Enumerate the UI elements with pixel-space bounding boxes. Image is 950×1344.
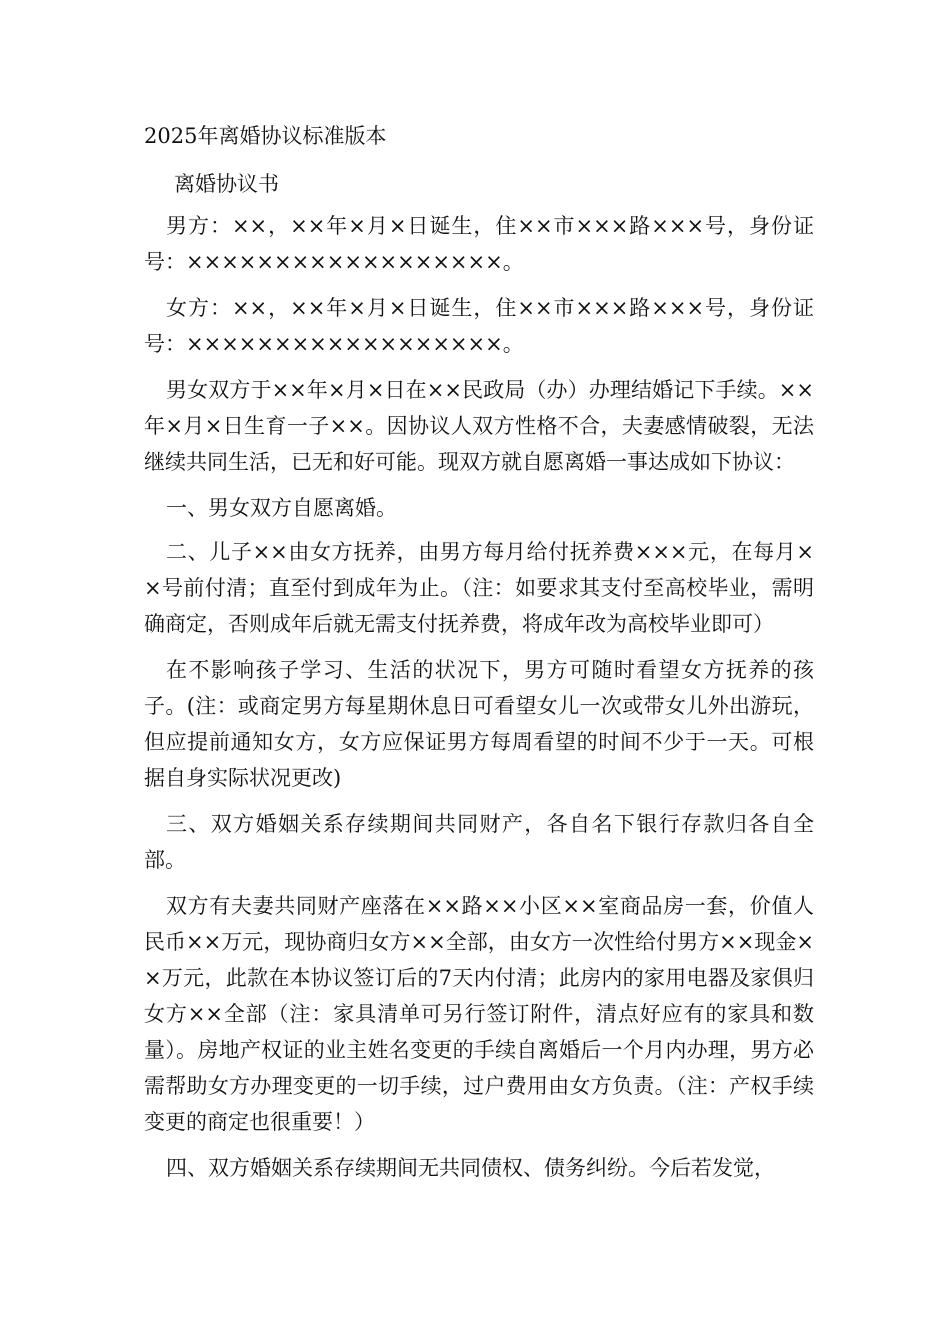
paragraph-male-party: 男方：××，××年×月×日诞生，住××市×××路×××号，身份证号：××××××××××××××××××。 [144,214,814,274]
paragraph-clause-4: 四、双方婚姻关系存续期间无共同债权、债务纠纷。今后若发觉， [166,1156,775,1180]
paragraph-clause-3: 三、双方婚姻关系存续期间共同财产，各自名下银行存款归各自全部。 [144,812,814,872]
document-subtitle: 离婚协议书 [174,172,279,196]
document-title: 2025年离婚协议标准版本 [144,124,387,148]
paragraph-visitation: 在不影响孩子学习、生活的状况下，男方可随时看望女方抚养的孩子。(注：或商定男方每星期休息日可看望女儿一次或带女儿外出游玩，但应提前通知女方，女方应保证男方每周看望的时间不少于一天。可根据自身实际状况更改) [144,658,814,790]
document-page [144,112,814,1196]
paragraph-background: 男女双方于××年×月×日在××民政局（办）办理结婚记下手续。××年×月×日生育一子××。因协议人双方性格不合，夫妻感情破裂，无法继续共同生活，已无和好可能。现双方就自愿离婚一事达成如下协议： [144,378,814,474]
paragraph-clause-2: 二、儿子××由女方抚养，由男方每月给付抚养费×××元，在每月××号前付清；直至付到成年为止。（注：如要求其支付至高校毕业，需明确商定，否则成年后就无需支付抚养费，将成年改为高校毕业即可） [144,540,814,636]
paragraph-clause-1: 一、男女双方自愿离婚。 [166,496,397,520]
paragraph-female-party: 女方：××，××年×月×日诞生，住××市×××路×××号，身份证号：××××××××××××××××××。 [144,296,814,356]
paragraph-property: 双方有夫妻共同财产座落在××路××小区××室商品房一套，价值人民币××万元，现协商归女方××全部，由女方一次性给付男方××现金××万元，此款在本协议签订后的7天内付清；此房内的家用电器及家俱归女方××全部（注：家具清单可另行签订附件，清点好应有的家具和数量）。房地产权证的业主姓名变更的手续自离婚后一个月内办理，男方必需帮助女方办理变更的一切手续，过户费用由女方负责。（注：产权手续变更的商定也很重要！） [144,894,814,1134]
